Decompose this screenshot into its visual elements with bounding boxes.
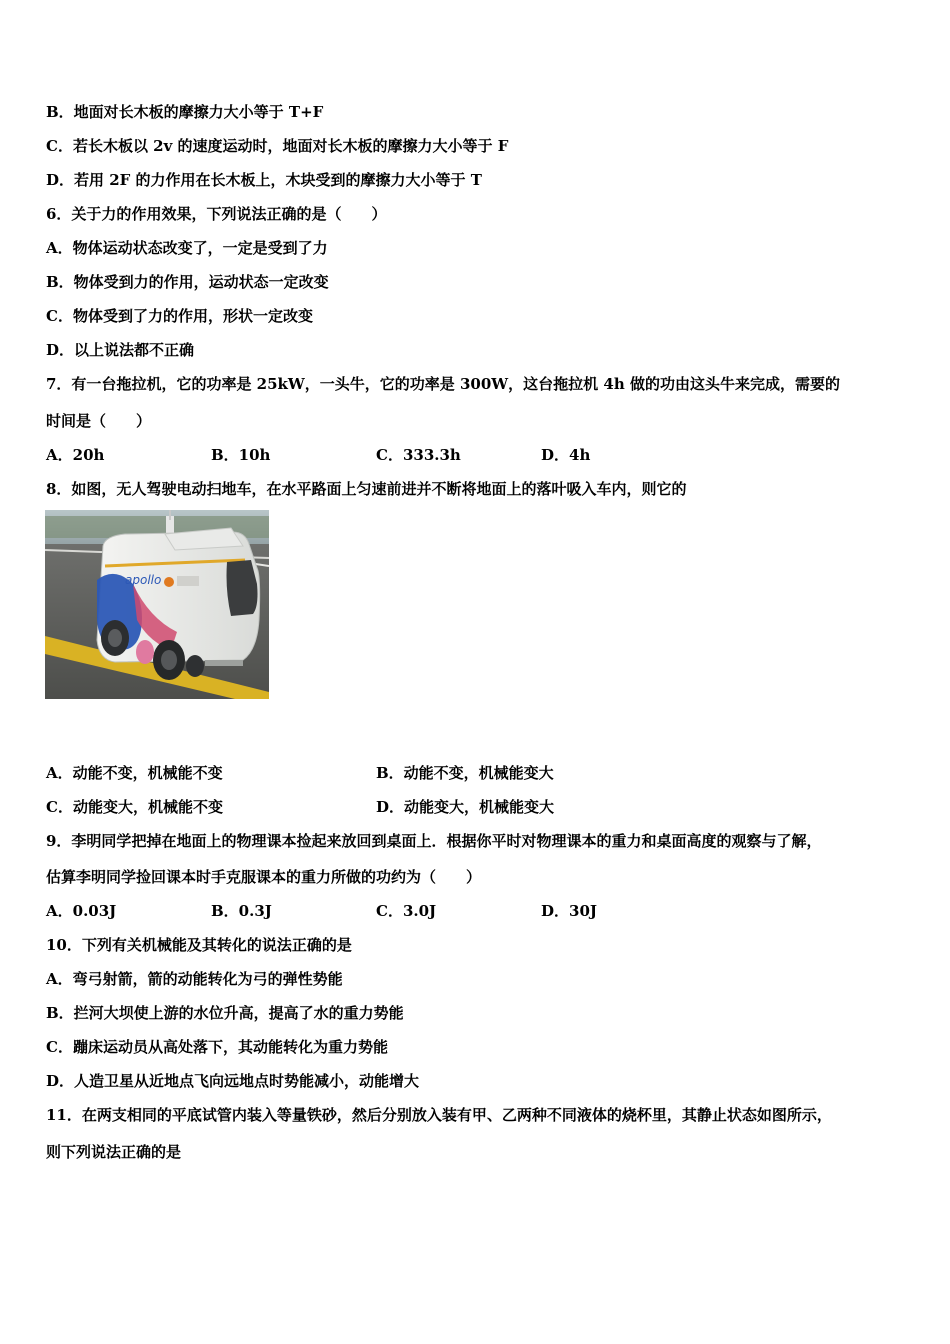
- q9-stem-line2: 估算李明同学捡回课本时手克服课本的重力所做的功约为（ ）: [46, 868, 482, 886]
- q6-option-d: D．以上说法都不正确: [46, 341, 195, 359]
- q6-option-a: A．物体运动状态改变了，一定是受到了力: [46, 239, 328, 257]
- sweeper-vehicle-photo: [45, 510, 269, 699]
- q8-option-b: B．动能不变，机械能变大: [376, 764, 554, 782]
- q9-stem-line1: 9．李明同学把掉在地面上的物理课本捡起来放回到桌面上．根据你平时对物理课本的重力和桌面高度的观察与了解，: [46, 832, 822, 850]
- q9-option-b: B．0.3J: [211, 902, 272, 920]
- q10-option-c: C．蹦床运动员从高处落下，其动能转化为重力势能: [46, 1038, 388, 1056]
- q10-option-a: A．弯弓射箭，箭的动能转化为弓的弹性势能: [46, 970, 343, 988]
- q10-option-b: B．拦河大坝使上游的水位升高，提高了水的重力势能: [46, 1004, 404, 1022]
- q5-option-b: B．地面对长木板的摩擦力大小等于 T+F: [46, 103, 324, 121]
- q6-option-b: B．物体受到力的作用，运动状态一定改变: [46, 273, 329, 291]
- q8-stem: 8．如图，无人驾驶电动扫地车，在水平路面上匀速前进并不断将地面上的落叶吸入车内，则它的: [46, 480, 687, 498]
- q7-stem-line2: 时间是（ ）: [46, 412, 152, 430]
- q11-stem-line2: 则下列说法正确的是: [46, 1143, 182, 1161]
- q7-stem-line1: 7．有一台拖拉机，它的功率是 25kW，一头牛，它的功率是 300W，这台拖拉机 4h 做的功由这头牛来完成，需要的: [46, 375, 840, 393]
- q7-option-d: D．4h: [541, 446, 591, 464]
- q10-stem: 10．下列有关机械能及其转化的说法正确的是: [46, 936, 352, 954]
- q9-option-d: D．30J: [541, 902, 597, 920]
- q9-option-c: C．3.0J: [376, 902, 437, 920]
- q6-option-c: C．物体受到了力的作用，形状一定改变: [46, 307, 313, 325]
- q7-option-a: A．20h: [46, 446, 105, 464]
- q11-stem-line1: 11．在两支相同的平底试管内装入等量铁砂，然后分别放入装有甲、乙两种不同液体的烧杯里，其静止状态如图所示，: [46, 1106, 832, 1124]
- q5-option-d: D．若用 2F 的力作用在长木板上，木块受到的摩擦力大小等于 T: [46, 171, 482, 189]
- q6-stem: 6．关于力的作用效果，下列说法正确的是（ ）: [46, 205, 387, 223]
- q8-option-c: C．动能变大，机械能不变: [46, 798, 223, 816]
- q8-option-d: D．动能变大，机械能变大: [376, 798, 555, 816]
- q7-option-c: C．333.3h: [376, 446, 461, 464]
- q7-option-b: B．10h: [211, 446, 271, 464]
- q8-option-a: A．动能不变，机械能不变: [46, 764, 223, 782]
- q9-option-a: A．0.03J: [46, 902, 117, 920]
- q10-option-d: D．人造卫星从近地点飞向远地点时势能减小，动能增大: [46, 1072, 420, 1090]
- q5-option-c: C．若长木板以 2v 的速度运动时，地面对长木板的摩擦力大小等于 F: [46, 137, 509, 155]
- apollo-logo: apollo: [125, 573, 162, 587]
